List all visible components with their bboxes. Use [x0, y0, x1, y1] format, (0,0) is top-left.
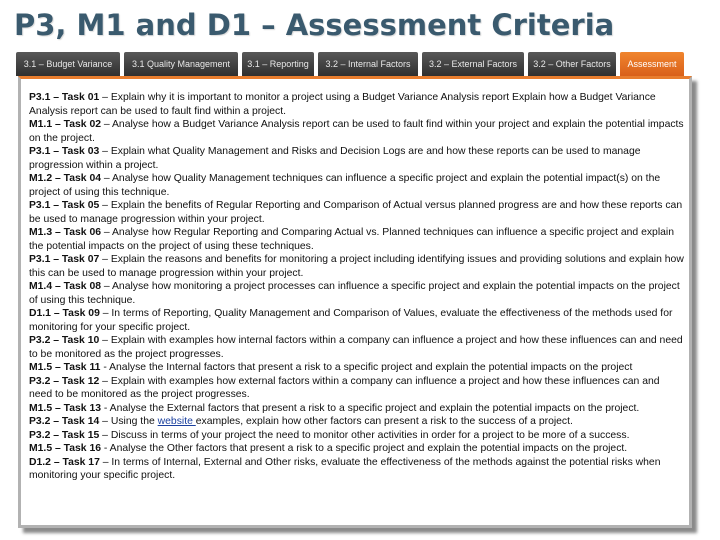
task-item: [29, 402, 685, 416]
tab-quality-management[interactable]: 3.1 Quality Management: [124, 52, 238, 76]
task-item: [29, 280, 685, 307]
task-code: P3.1 – Task 03: [29, 146, 100, 157]
task-item: [29, 226, 685, 253]
tab-budget-variance[interactable]: 3.1 – Budget Variance: [16, 52, 120, 76]
task-code: D1.2 – Task 17: [29, 456, 100, 468]
task-code: M1.3 – Task 06: [29, 227, 102, 238]
task-item: [29, 253, 685, 280]
task-text: – Explain what Quality Management and Risks and Decision Logs are and how these reports can be used to manage progression within a project.: [29, 146, 641, 171]
tab-bar: [16, 52, 684, 76]
tab-internal-factors[interactable]: 3.2 – Internal Factors: [318, 52, 418, 76]
task-item: [29, 375, 685, 402]
tab-external-factors[interactable]: 3.2 – External Factors: [422, 52, 524, 76]
task-text: - Analyse the Other factors that present a risk to a specific project and explain the potential impacts on the project.: [101, 443, 628, 454]
task-item: [29, 361, 685, 375]
task-text: – Explain with examples how external factors within a company can influence a project and how these influences can and need to be monitored as the project progresses.: [29, 375, 660, 400]
task-code: M1.2 – Task 04: [29, 173, 102, 184]
task-code: M1.5 – Task 13: [29, 402, 102, 414]
assessment-task-list: [29, 91, 685, 483]
task-text: – In terms of Reporting, Quality Management and Comparison of Values, evaluate the effectiveness of the methods used for monitoring for your specific project.: [29, 308, 673, 333]
task-text: – Analyse how a Budget Variance Analysis report can be used to fault find within your project and explain the potential impacts on the project.: [29, 119, 684, 144]
task-text: – Explain the benefits of Regular Reporting and Comparison of Actual versus planned progress are and how these reports can be used to manage progression within your project.: [29, 200, 683, 225]
task-code: P3.1 – Task 05: [29, 200, 100, 211]
task-text: – Analyse how Quality Management techniques can influence a specific project and explain the potential impact(s) on the project of using this technique.: [29, 173, 661, 198]
task-code: P3.2 – Task 15: [29, 429, 100, 441]
task-item: [29, 456, 685, 483]
task-code: P3.1 – Task 07: [29, 254, 100, 265]
task-text: – Explain the reasons and benefits for monitoring a project including identifying issues and providing solutions and explain how this can be used to manage progression within your project.: [29, 254, 684, 279]
task-code: M1.1 – Task 02: [29, 119, 102, 130]
page-title: P3, M1 and D1 – Assessment Criteria: [14, 8, 615, 42]
task-item: [29, 199, 685, 226]
task-item: [29, 307, 685, 334]
task-text: - Analyse the External factors that present a risk to a specific project and explain the potential impacts on the project.: [101, 402, 640, 414]
task-text: – In terms of Internal, External and Other risks, evaluate the effectiveness of the methods against the potential risks when monitoring your specific project.: [29, 456, 661, 481]
task-item: [29, 334, 685, 361]
task-item: [29, 442, 685, 456]
task-text: – Using the: [99, 416, 158, 427]
task-item: [29, 91, 685, 118]
task-text: examples, explain how other factors can present a risk to the success of a project.: [195, 416, 573, 427]
task-code: P3.1 – Task 01: [29, 92, 100, 103]
website-link[interactable]: website: [157, 416, 196, 427]
tab-assessment[interactable]: Assessment: [620, 52, 684, 76]
task-item: [29, 415, 685, 429]
task-item: [29, 145, 685, 172]
task-text: – Analyse how monitoring a project processes can influence a specific project and explain the potential impacts on the project of using this technique.: [29, 281, 680, 306]
task-text: – Explain why it is important to monitor a project using a Budget Variance Analysis report Explain how a Budget Variance Analysis report can be used to fault find within a project.: [29, 92, 656, 117]
task-item: [29, 172, 685, 199]
content-panel: [18, 76, 692, 528]
task-code: D1.1 – Task 09: [29, 308, 100, 319]
task-code: P3.2 – Task 14: [29, 416, 100, 427]
task-code: M1.5 – Task 16: [29, 443, 102, 454]
task-code: M1.4 – Task 08: [29, 281, 102, 292]
task-text: - Analyse the Internal factors that present a risk to a specific project and explain the potential impacts on the project: [100, 362, 633, 373]
task-item: [29, 429, 685, 443]
task-text: – Explain with examples how internal factors within a company can influence a project and how these influences can and need to be monitored as the project progresses.: [29, 335, 683, 360]
task-code: P3.2 – Task 10: [29, 335, 100, 346]
tab-reporting[interactable]: 3.1 – Reporting: [242, 52, 314, 76]
tab-other-factors[interactable]: 3.2 – Other Factors: [528, 52, 616, 76]
task-text: – Discuss in terms of your project the need to monitor other activities in order for a project to be more of a success.: [99, 429, 630, 441]
task-item: [29, 118, 685, 145]
task-code: M1.5 – Task 11: [29, 362, 101, 373]
task-code: P3.2 – Task 12: [29, 375, 100, 387]
task-text: – Analyse how Regular Reporting and Comparing Actual vs. Planned techniques can influence a specific project and explain the potential impacts on the project of using these techniques.: [29, 227, 675, 252]
